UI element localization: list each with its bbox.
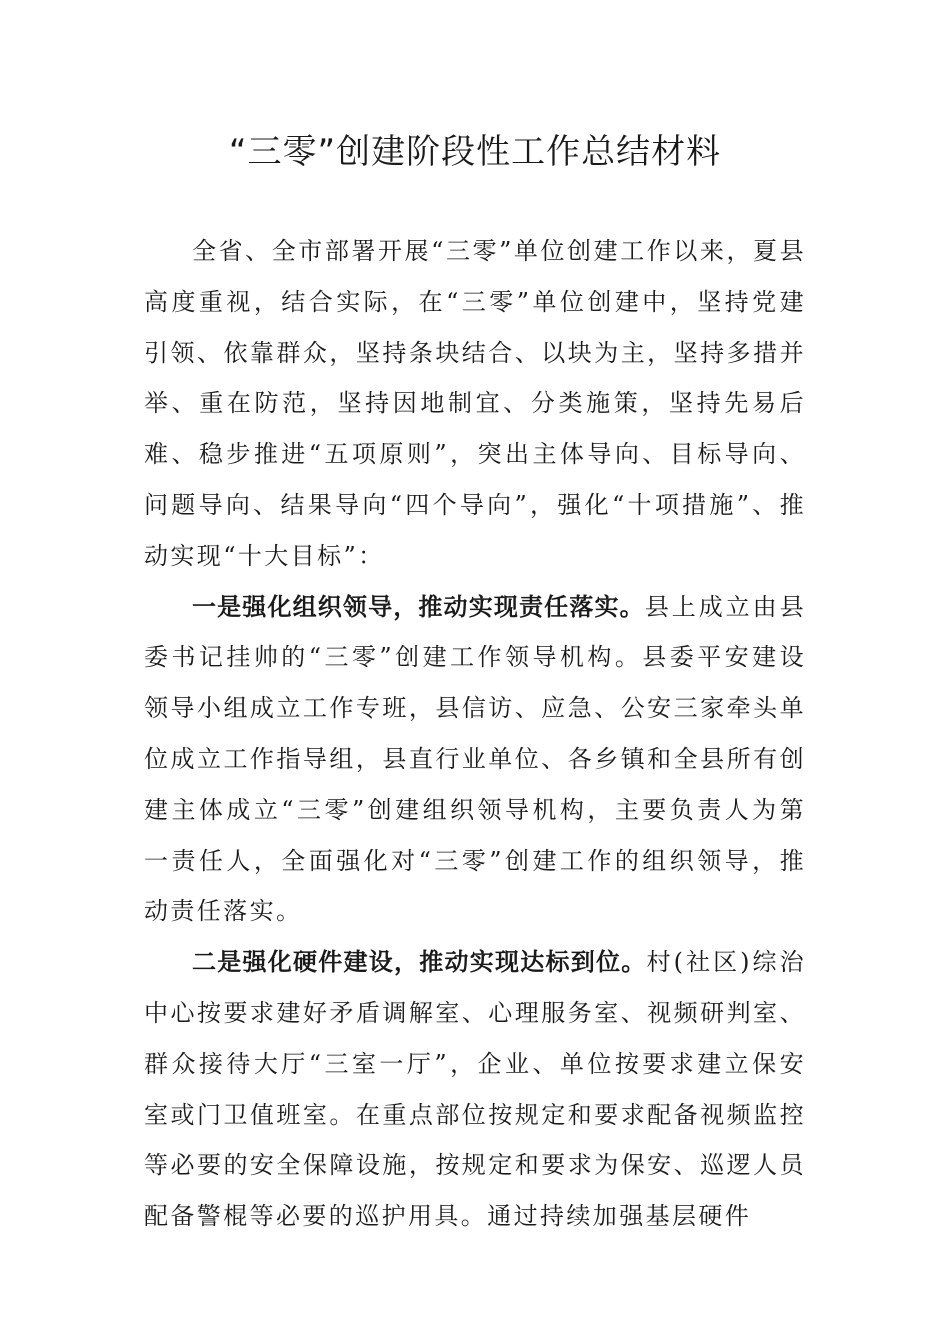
paragraph-text: 县上成立由县委书记挂帅的“三零”创建工作领导机构。县委平安建设领导小组成立工作专班，县信访、应急、公安三家牵头单位成立工作指导组，县直行业单位、各乡镇和全县所有创建主体成立“三零”创建组织领导机构，主要负责人为第一责任人，全面强化对“三零”创建工作的组织领导，推动责任落实。 <box>144 592 806 926</box>
paragraph-lead: 一是强化组织领导，推动实现责任落实。 <box>192 592 645 621</box>
paragraph-text: 全省、全市部署开展“三零”单位创建工作以来，夏县高度重视，结合实际，在“三零”单位创建中，坚持党建引领、依靠群众，坚持条块结合、以块为主，坚持多措并举、重在防范，坚持因地制宜、分类施策，坚持先易后难、稳步推进“五项原则”，突出主体导向、目标导向、问题导向、结果导向“四个导向”，强化“十项措施”、推动实现“十大目标”： <box>144 237 806 570</box>
paragraph-text: 村(社区)综治中心按要求建好矛盾调解室、心理服务室、视频研判室、群众接待大厅“三室一厅”，企业、单位按要求建立保安室或门卫值班室。在重点部位按规定和要求配备视频监控等必要的安全保障设施，按规定和要求为保安、巡逻人员配备警棍等必要的巡护用具。通过持续加强基层硬件 <box>144 948 806 1231</box>
document-body <box>144 226 806 1242</box>
paragraph-organization <box>144 582 806 938</box>
document-title: “三零”创建阶段性工作总结材料 <box>228 132 722 172</box>
paragraph-lead: 二是强化硬件建设，推动实现达标到位。 <box>192 948 647 977</box>
paragraph-intro <box>144 226 806 582</box>
paragraph-hardware <box>144 937 806 1242</box>
